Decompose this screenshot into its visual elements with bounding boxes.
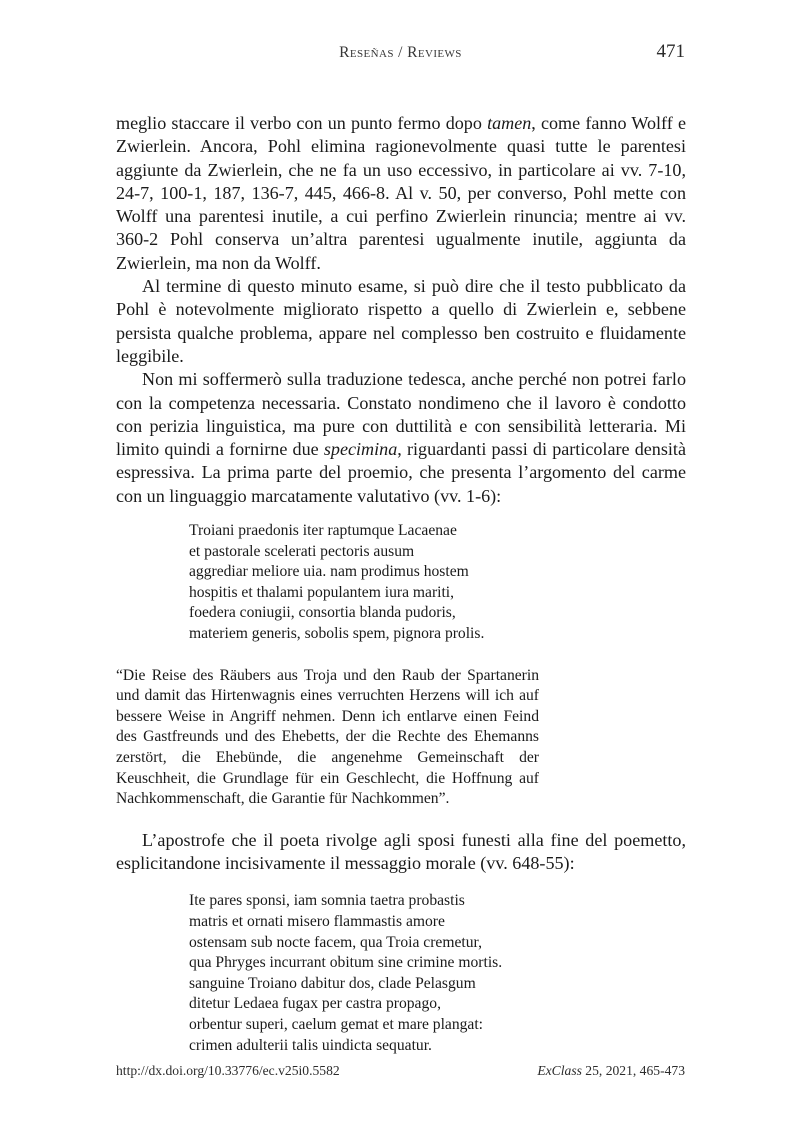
journal-volume-pages: 25, 2021, 465-473 bbox=[581, 1063, 685, 1078]
doi-link[interactable]: http://dx.doi.org/10.33776/ec.v25i0.5582 bbox=[116, 1063, 340, 1078]
running-head-title: Reseñas / Reviews bbox=[339, 44, 462, 61]
verse-line: aggrediar meliore uia. nam prodimus hostem bbox=[189, 563, 469, 581]
paragraph-1 bbox=[116, 112, 686, 275]
page-footer bbox=[116, 1063, 685, 1079]
latin-quotation-1 bbox=[189, 521, 612, 645]
verse-line: Ite pares sponsi, iam somnia taetra probastis bbox=[189, 892, 465, 910]
verse-line: foedera coniugii, consortia blanda pudoris, bbox=[189, 604, 456, 622]
latin-term-specimina: specimina bbox=[323, 439, 398, 460]
verse-line: crimen adulterii talis uindicta sequatur. bbox=[189, 1036, 432, 1054]
verse-line: qua Phryges incurrant obitum sine crimine mortis. bbox=[189, 954, 503, 972]
paragraph-2: Al termine di questo minuto esame, si può dire che il testo pubblicato da Pohl è notevolmente migliorato rispetto a quello di Zwierlein e, sebbene persista qualche problema, appare nel complesso ben costruito e fluidamente leggibile. bbox=[116, 276, 686, 366]
running-head bbox=[116, 41, 685, 66]
paragraph-1-text-after-italic: , come fanno Wolff e Zwierlein. Ancora, Pohl elimina ragionevolmente quasi tutte le parentesi aggiunte da Zwierlein, che ne fa un uso eccessivo, in particolare ai vv. 7-10, 24-7, 100-1, 187, 136-7, 445, 466-8. Al v. 50, per converso, Pohl mette con Wolff una parentesi inutile, a cui perfino Zwierlein rinuncia; mentre ai vv. 360-2 Pohl conserva un’altra parentesi ugualmente inutile, aggiunta da Zwierlein, ma non da Wolff. bbox=[116, 113, 686, 273]
journal-name: ExClass bbox=[537, 1063, 582, 1078]
verse-line: et pastorale scelerati pectoris ausum bbox=[189, 542, 415, 560]
spacer bbox=[116, 508, 686, 521]
verse-line: orbentur superi, caelum gemat et mare plangat: bbox=[189, 1015, 483, 1033]
verse-line: ostensam sub nocte facem, qua Troia cremetur, bbox=[189, 933, 482, 951]
latin-term-tamen: tamen bbox=[487, 113, 532, 133]
journal-citation bbox=[537, 1063, 685, 1079]
verse-line: matris et ornati misero flammastis amore bbox=[189, 912, 445, 930]
paragraph-3-text-after-italic: , riguardanti passi di particolare densità espressiva. La prima parte del proemio, che presenta l’argomento del carme con un linguaggio marcatamente valutativo (vv. 1-6): bbox=[116, 439, 686, 506]
spacer bbox=[116, 645, 686, 666]
german-translation-quotation: “Die Reise des Räubers aus Troja und den Raub der Spartanerin und damit das Hirtenwagnis eines verruchten Herzens will ich auf bessere Weise in Angriff nehmen. Denn ich entlarve einen Feind des Gastfreunds und des Ehebetts, der die Rechte des Ehemanns zerstört, die Ehebünde, die angenehme Gemeinschaft der Keuschheit, die Grundlage für ein Geschlecht, die Hoffnung auf Nachkommenschaft, die Garantie für Nachkommen”. bbox=[116, 666, 539, 808]
spacer bbox=[116, 875, 686, 891]
main-text-block bbox=[116, 112, 686, 1056]
page-number: 471 bbox=[656, 41, 685, 62]
paragraph-1-text-before-italic: meglio staccare il verbo con un punto fermo dopo bbox=[116, 113, 488, 133]
verse-line: Troiani praedonis iter raptumque Lacaenae bbox=[189, 522, 457, 540]
verse-line: sanguine Troiano dabitur dos, clade Pelasgum bbox=[189, 974, 476, 992]
verse-line: materiem generis, sobolis spem, pignora prolis. bbox=[189, 625, 485, 643]
latin-quotation-2 bbox=[189, 891, 612, 1056]
paragraph-3-text-before-italic: Non mi soffermerò sulla traduzione tedesca, anche perché non potrei farlo con la competenza necessaria. Constato nondimeno che il lavoro è condotto con perizia linguistica, ma pure con duttilità e con sensibilità letteraria. Mi limito quindi a fornirne due bbox=[116, 369, 686, 460]
spacer bbox=[116, 810, 686, 829]
verse-line: ditetur Ledaea fugax per castra propago, bbox=[189, 995, 441, 1013]
paragraph-4: L’apostrofe che il poeta rivolge agli sposi funesti alla fine del poemetto, esplicitandone incisivamente il messaggio morale (vv. 648-55): bbox=[116, 829, 686, 874]
verse-line: hospitis et thalami populantem iura mariti, bbox=[189, 583, 455, 601]
paragraph-3 bbox=[116, 368, 686, 508]
